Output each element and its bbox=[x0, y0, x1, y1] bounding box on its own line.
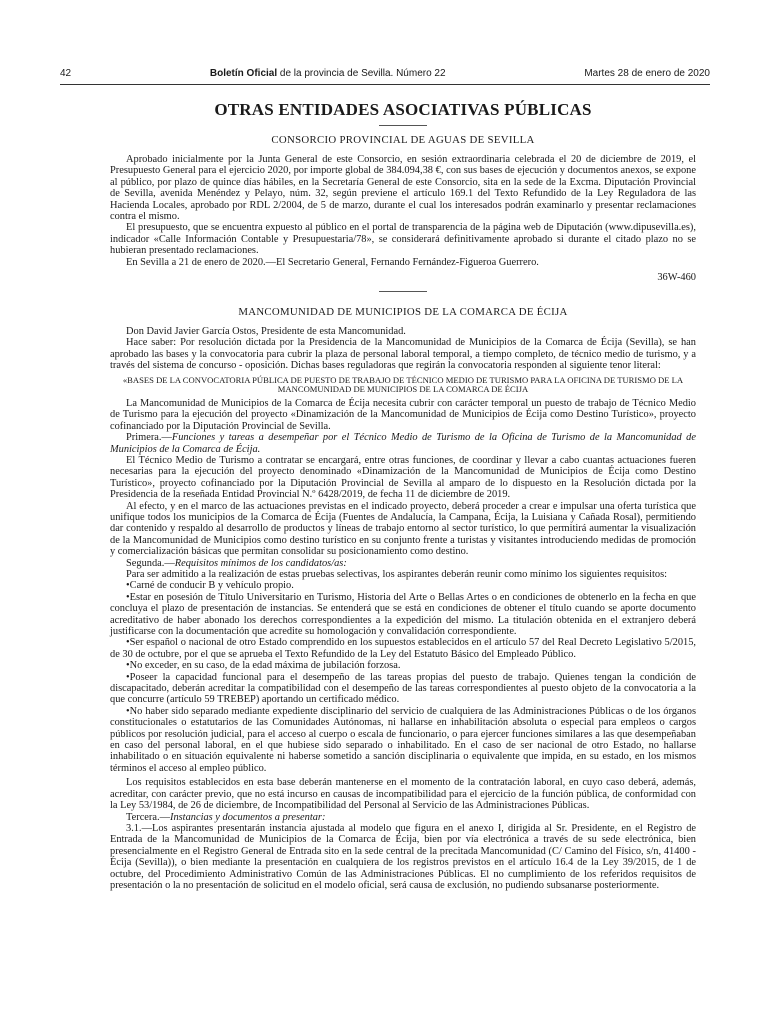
journal-title-rest: de la provincia de Sevilla. Número 22 bbox=[277, 68, 446, 79]
bullet-symbol: • bbox=[126, 671, 130, 683]
bullet-symbol: • bbox=[126, 705, 130, 717]
list-item bbox=[110, 672, 696, 706]
list-item bbox=[110, 637, 696, 660]
section-rule bbox=[379, 125, 427, 126]
org-mancomunidad-title: MANCOMUNIDAD DE MUNICIPIOS DE LA COMARCA DE ÉCIJA bbox=[238, 306, 568, 319]
bullet-text: Estar en posesión de Título Universitario en Turismo, Historia del Arte o Bellas Artes o en condiciones de obtenerlo en la fecha en que concluya el plazo de presentación de instancias. Se entenderá que se está en condiciones de obtener el título cuando se aporte documento acreditativo de haber abonado los derechos correspondientes a la expedición del mismo. La titulación obtenida en el extranjero deberá justificarse con la documentación que acredite su homologación y convalidación correspondiente. bbox=[110, 591, 696, 637]
base-primera bbox=[110, 432, 696, 455]
list-item bbox=[110, 660, 696, 671]
journal-title bbox=[210, 68, 446, 79]
mancomunidad-paragraph-3: La Mancomunidad de Municipios de la Comarca de Écija necesita cubrir con carácter temporal un puesto de trabajo de Técnico Medio de Turismo para la ejecución del proyecto «Dinamización de la Mancomunidad de Municipios de Écija como Destino Turístico», proyecto cofinanciado por la Diputación Provincial de Sevilla. bbox=[110, 397, 696, 432]
bullet-text: No haber sido separado mediante expediente disciplinario del servicio de cualquiera de las Administraciones Públicas o de los órganos constitucionales o estatutarios de las Comunidades Autónomas, ni hallarse en inhabilitación absoluta o especial para empleos o cargos públicos por resolución judicial, para el acceso al cuerpo o escala de funcionario, o para ejercer funciones similares a las que desempeñaban en caso del personal laboral, en el que hubiese sido separado o inhabilitado. En el caso de ser nacional de otro Estado, no hallarse inhabilitado o en situación equivalente ni haberse sometido a sanción disciplinaria o equivalente que impida, en su estado, en los mismos términos el acceso al empleo público. bbox=[110, 705, 696, 774]
base-segunda-label: Segunda.— bbox=[126, 557, 175, 569]
base-tercera-label: Tercera.— bbox=[126, 811, 170, 823]
separator-rule bbox=[379, 291, 427, 292]
mancomunidad-paragraph-6: Para ser admitido a la realización de estas pruebas selectivas, los aspirantes deberán reunir como mínimo los siguientes requisitos: bbox=[126, 568, 668, 580]
section-title: OTRAS ENTIDADES ASOCIATIVAS PÚBLICAS bbox=[214, 100, 592, 119]
bullet-symbol: • bbox=[126, 580, 130, 592]
base-segunda-heading: Requisitos mínimos de los candidatos/as: bbox=[174, 557, 347, 569]
page-header bbox=[60, 68, 710, 79]
bullet-text: No exceder, en su caso, de la edad máxima de jubilación forzosa. bbox=[129, 660, 401, 672]
consorcio-paragraph-2: El presupuesto, que se encuentra expuesto al público en el portal de transparencia de la página web de Diputación (www.dipusevilla.es), indicador «Calle Información Contable y Presupuestaria/78», se considerará definitivamente aprobado si durante el citado plazo no se hubieran presentado reclamaciones. bbox=[110, 222, 696, 257]
bullet-symbol: • bbox=[126, 637, 130, 649]
bullet-symbol: • bbox=[126, 660, 130, 672]
bullet-text: Ser español o nacional de otro Estado comprendido en los supuestos establecidos en el artículo 57 del Real Decreto Legislativo 5/2015, de 30 de octubre, por el que se aprueba el Texto Refundido de la Ley del Estatuto Básico del Empleado Público. bbox=[110, 637, 696, 660]
org-consorcio-title: CONSORCIO PROVINCIAL DE AGUAS DE SEVILLA bbox=[271, 134, 535, 146]
consorcio-paragraph-1: Aprobado inicialmente por la Junta General de este Consorcio, en sesión extraordinaria celebrada el 20 de diciembre de 2019, el Presupuesto General para el ejercicio 2020, por importe global de 384.094,38 €, con sus bases de ejecución y documentos anexos, se expone al público, por plazo de quince días hábiles, en la Secretaría General de este Consorcio, sita en la sede de la Excma. Diputación Provincial de Sevilla, avenida Menéndez y Pelayo, núm. 32, según previene el artículo 169.1 del Texto Refundido de la Ley Reguladora de las Hacienda Locales, aprobado por RDL 2/2004, de 5 de marzo, durante el cual los interesados podrán examinarlo y presentar reclamaciones contra el mismo. bbox=[110, 154, 696, 223]
journal-title-bold: Boletín Oficial bbox=[209, 68, 278, 79]
page-number: 42 bbox=[60, 68, 72, 79]
mancomunidad-paragraph-8: 3.1.—Los aspirantes presentarán instancia ajustada al modelo que figura en el anexo I, dirigida al Sr. Presidente, en el Registro de Entrada de la Mancomunidad de Municipios de la Comarca de Écija, bien por vía electrónica a través de su sede electrónica, bien presencialmente en el Registro General de Entrada sito en la sede central de la precitada Mancomunidad (C/ Camino del Físico, s/n, 41400 - Écija (Sevilla)), o bien mediante la presentación en cualquiera de los registros previstos en el artículo 16.4 de la Ley 39/2015, de 1 de octubre, del Procedimiento Administrativo Común de las Administraciones Públicas. El no cumplimiento de los referidos requisitos de presentación o la no presentación de solicitud en el modelo oficial, será causa de exclusión, no pudiendo subsanarse posteriormente. bbox=[110, 822, 696, 891]
bullet-text: Poseer la capacidad funcional para el desempeño de las tareas propias del puesto de trabajo. Quienes tengan la condición de discapacitado, deberán acreditar la compatibilidad con el desempeño de las tareas correspondientes al puesto objeto de la convocatoria a la que concurre (artículo 59 TREBEP) aportando un certificado médico. bbox=[110, 671, 696, 706]
mancomunidad-paragraph-7: Los requisitos establecidos en esta base deberán mantenerse en el momento de la contratación laboral, en cuyo caso deberá, además, acreditar, con carácter previo, que no está incurso en causas de incompatibilidad para el ejercicio de la función pública, de conformidad con la Ley 53/1984, de 26 de diciembre, de Incompatibilidad del Personal al Servicio de las Administraciones Públicas. bbox=[110, 777, 696, 812]
list-item bbox=[110, 592, 696, 638]
mancomunidad-paragraph-1: Don David Javier García Ostos, Presidente de esta Mancomunidad. bbox=[126, 326, 406, 338]
base-primera-label: Primera.— bbox=[126, 432, 172, 444]
bases-title: «BASES DE LA CONVOCATORIA PÚBLICA DE PUESTO DE TRABAJO DE TÉCNICO MEDIO DE TURISMO PARA LA OFICINA DE TURISMO DE LA MANCOMUNIDAD DE MUNICIPIOS DE LA COMARCA DE ÉCIJA bbox=[122, 374, 684, 395]
page-content bbox=[110, 98, 696, 891]
list-item bbox=[110, 580, 696, 591]
bullet-text: Carné de conducir B y vehículo propio. bbox=[129, 580, 294, 592]
mancomunidad-paragraph-2: Hace saber: Por resolución dictada por la Presidencia de la Mancomunidad de Municipios de la Comarca de Écija (Sevilla), se han aprobado las bases y la convocatoria para cubrir la plaza de personal laboral temporal, a tiempo completo, de técnico medio de turismo, y a través del sistema de concurso - oposición. Dichas bases reguladoras que regirán la convocatoria responden al siguiente tenor literal: bbox=[110, 337, 696, 372]
bullet-symbol: • bbox=[126, 591, 130, 603]
list-item bbox=[110, 706, 696, 774]
header-rule bbox=[60, 84, 710, 85]
issue-date: Martes 28 de enero de 2020 bbox=[584, 68, 710, 79]
consorcio-paragraph-3: En Sevilla a 21 de enero de 2020.—El Secretario General, Fernando Fernández-Figueroa Guerrero. bbox=[126, 256, 539, 268]
consorcio-reference: 36W-460 bbox=[657, 272, 696, 284]
base-segunda bbox=[110, 558, 696, 569]
base-tercera bbox=[110, 812, 696, 823]
mancomunidad-paragraph-5: Al efecto, y en el marco de las actuaciones previstas en el indicado proyecto, deberá proceder a crear e impulsar una oferta turística que unifique todos los municipios de la Comarca de Écija (Fuentes de Andalucía, la Campana, Écija, la Luisiana y Cañada Rosal), permitiendo dar contenido y respaldo al desarrollo de productos y líneas de trabajo entorno al sector turístico, lo que permitirá aumentar la visualización de la Mancomunidad de Municipios como destino turístico en su conjunto frente a turistas y visitantes introduciendo medidas de promoción y comercialización básicas que permitan consolidar su posicionamiento como destino. bbox=[110, 500, 696, 558]
base-tercera-heading: Instancias y documentos a presentar: bbox=[169, 811, 326, 823]
mancomunidad-paragraph-4: El Técnico Medio de Turismo a contratar se encargará, entre otras funciones, de coordinar y llevar a cabo cuantas actuaciones fueren necesarias para la ejecución del proyecto denominado «Dinamización de la Mancomunidad de Municipios de Écija como Destino Turístico», proyecto cofinanciado por la Diputación Provincial de Sevilla al amparo de lo dispuesto en la Resolución dictada por la Presidencia de la reseñada Entidad Provincial N.º 6428/2019, de fecha 11 de diciembre de 2019. bbox=[110, 454, 696, 501]
base-primera-heading: Funciones y tareas a desempeñar por el Técnico Medio de Turismo de la Oficina de Turismo de la Mancomunidad de Municipios de la Comarca de Écija. bbox=[110, 432, 696, 455]
